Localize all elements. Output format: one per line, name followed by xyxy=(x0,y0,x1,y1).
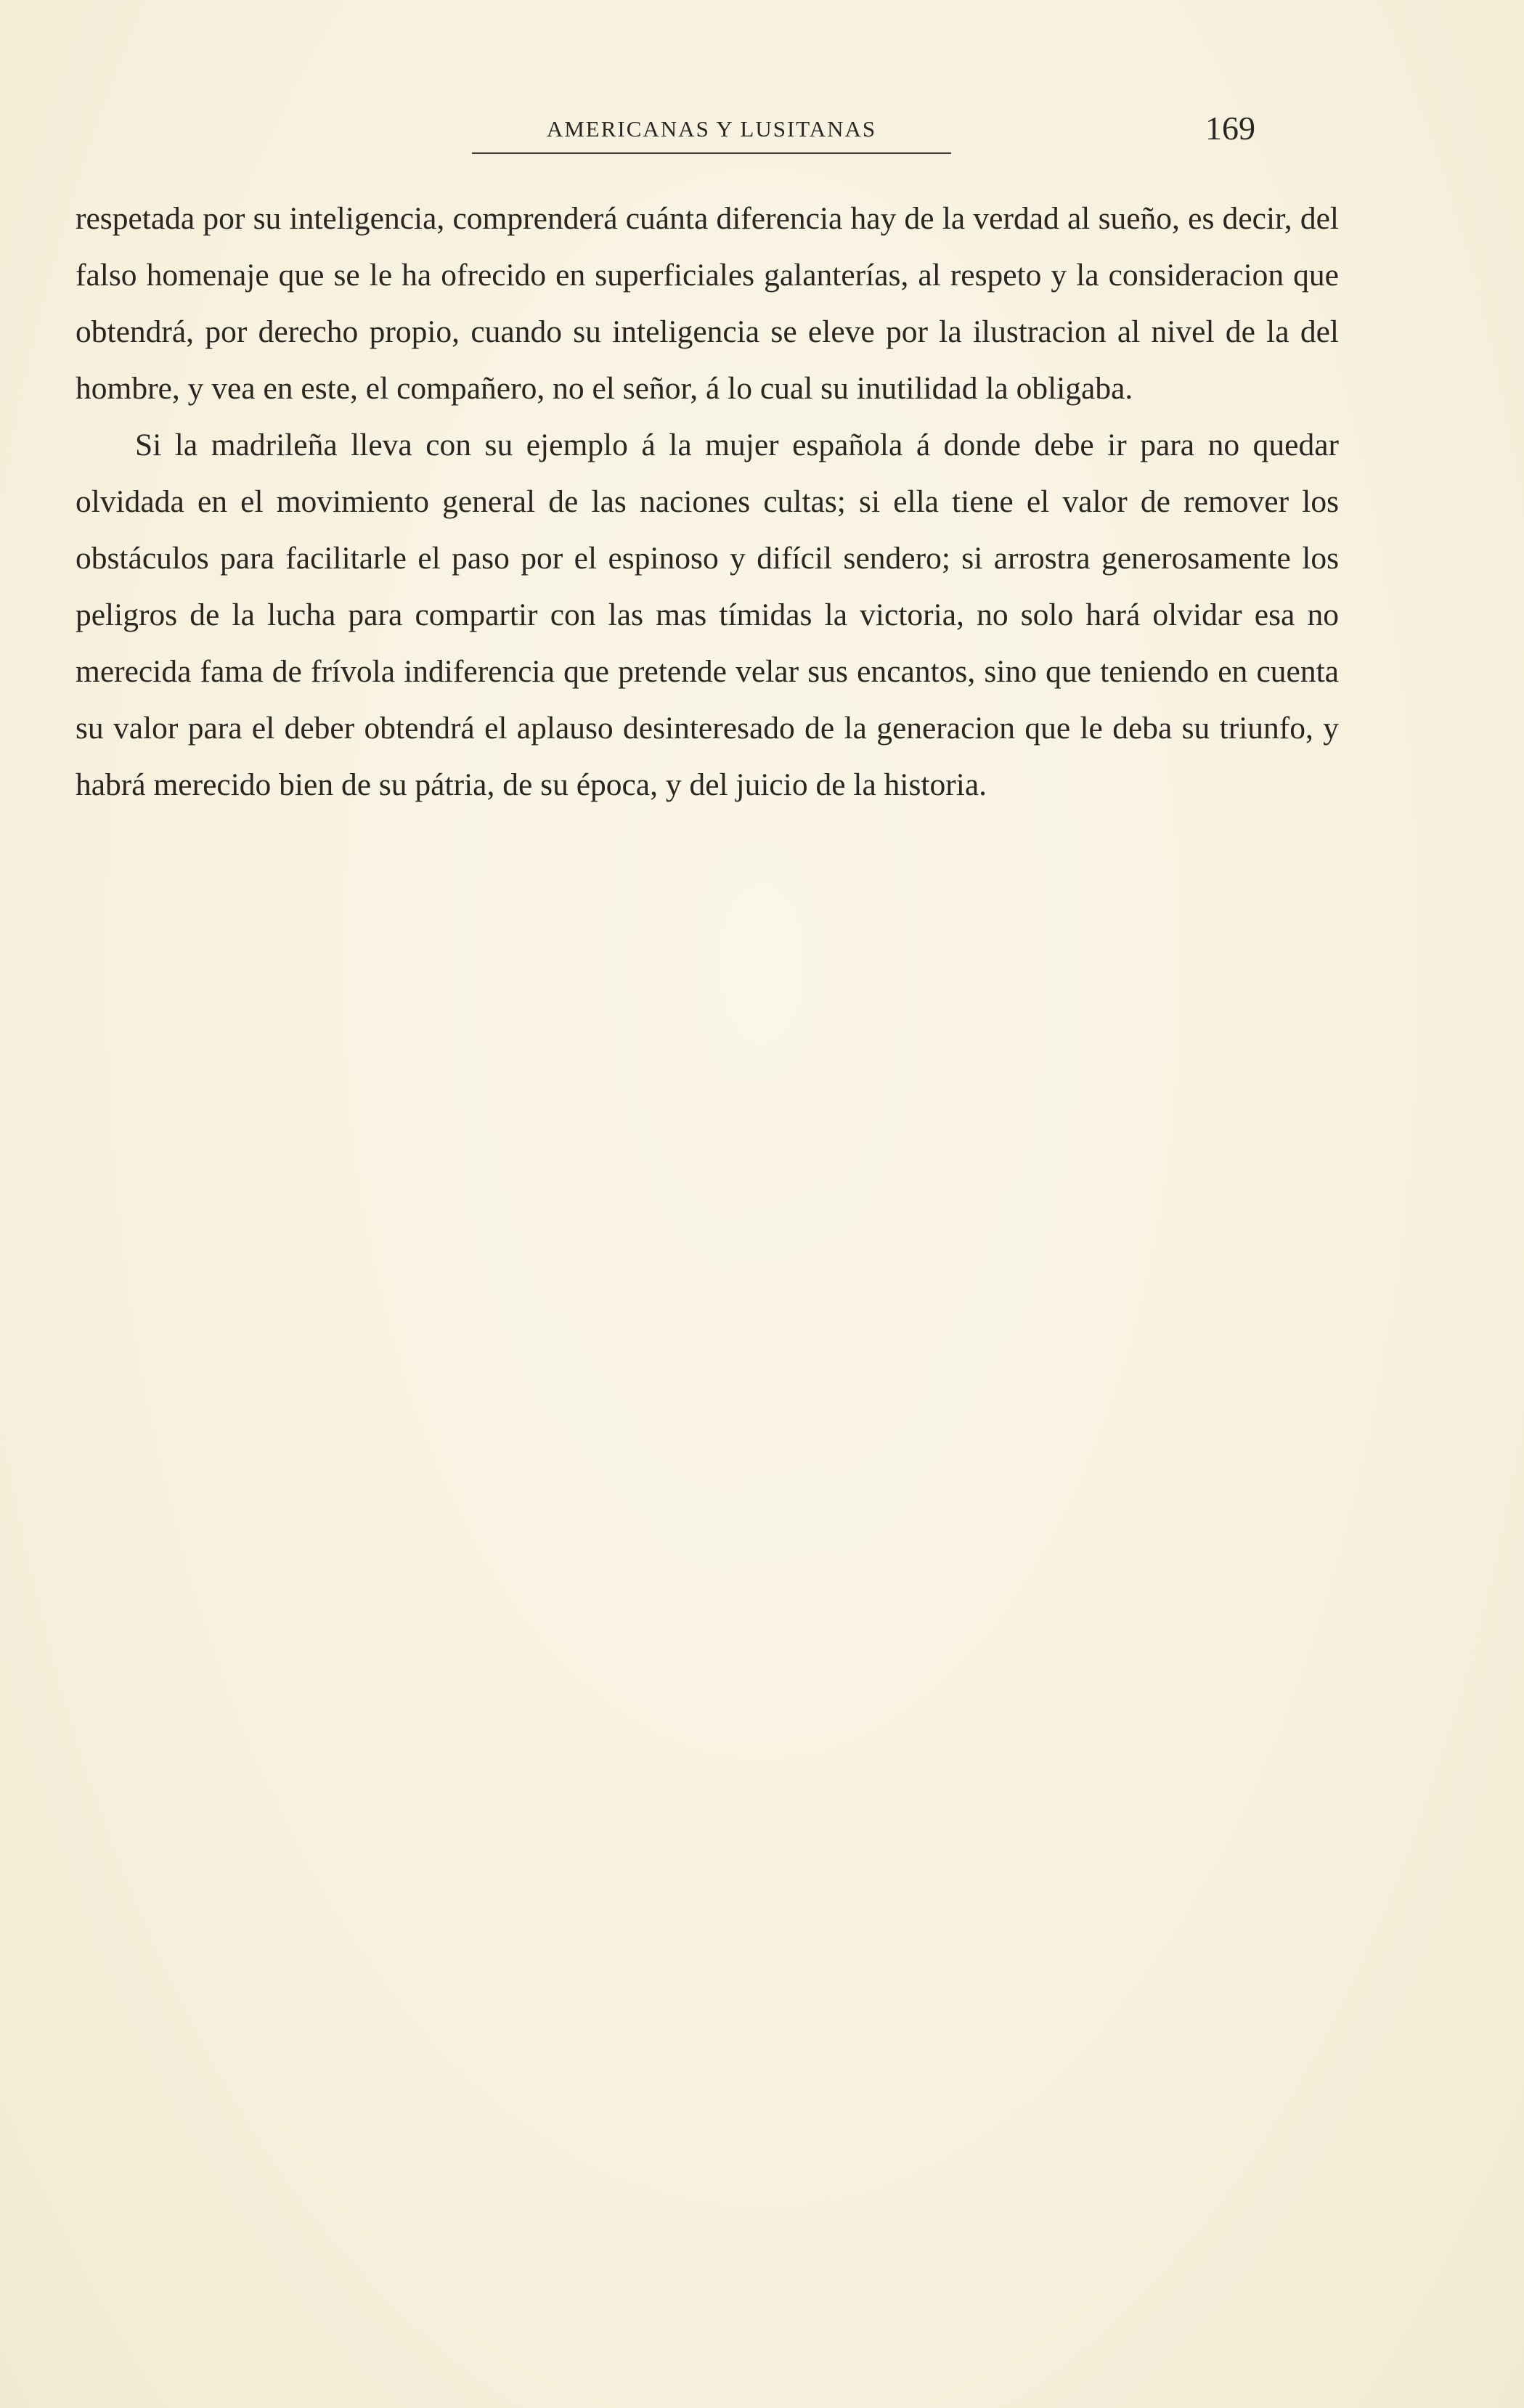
paragraph-continued: respetada por su inteligencia, comprenderá cuánta diferencia hay de la verdad al sueño, es decir, del falso homenaje que se le ha ofrecido en superficiales galanterías, al respeto y la consideracion que obtendrá, por derecho propio, cuando su inteligencia se eleve por la ilustracion al nivel de la del hombre, y vea en este, el compañero, no el señor, á lo cual su inutilidad la obligaba. xyxy=(76,201,1339,406)
body-text xyxy=(76,190,1339,813)
paragraph: Si la madrileña lleva con su ejemplo á la mujer española á donde debe ir para no quedar olvidada en el movimiento general de las naciones cultas; si ella tiene el valor de remover los obstáculos para facilitarle el paso por el espinoso y difícil sendero; si arrostra generosamente los peligros de la lucha para compartir con las mas tímidas la victoria, no solo hará olvidar esa no merecida fama de frívola indiferencia que pretende velar sus encantos, sino que teniendo en cuenta su valor para el deber obtendrá el aplauso desinteresado de la generacion que le deba su triunfo, y habrá merecido bien de su pátria, de su época, y del juicio de la historia. xyxy=(76,428,1339,802)
running-title: AMERICANAS Y LUSITANAS xyxy=(472,116,951,154)
page-header xyxy=(0,109,1524,174)
page-number: 169 xyxy=(1205,110,1255,147)
